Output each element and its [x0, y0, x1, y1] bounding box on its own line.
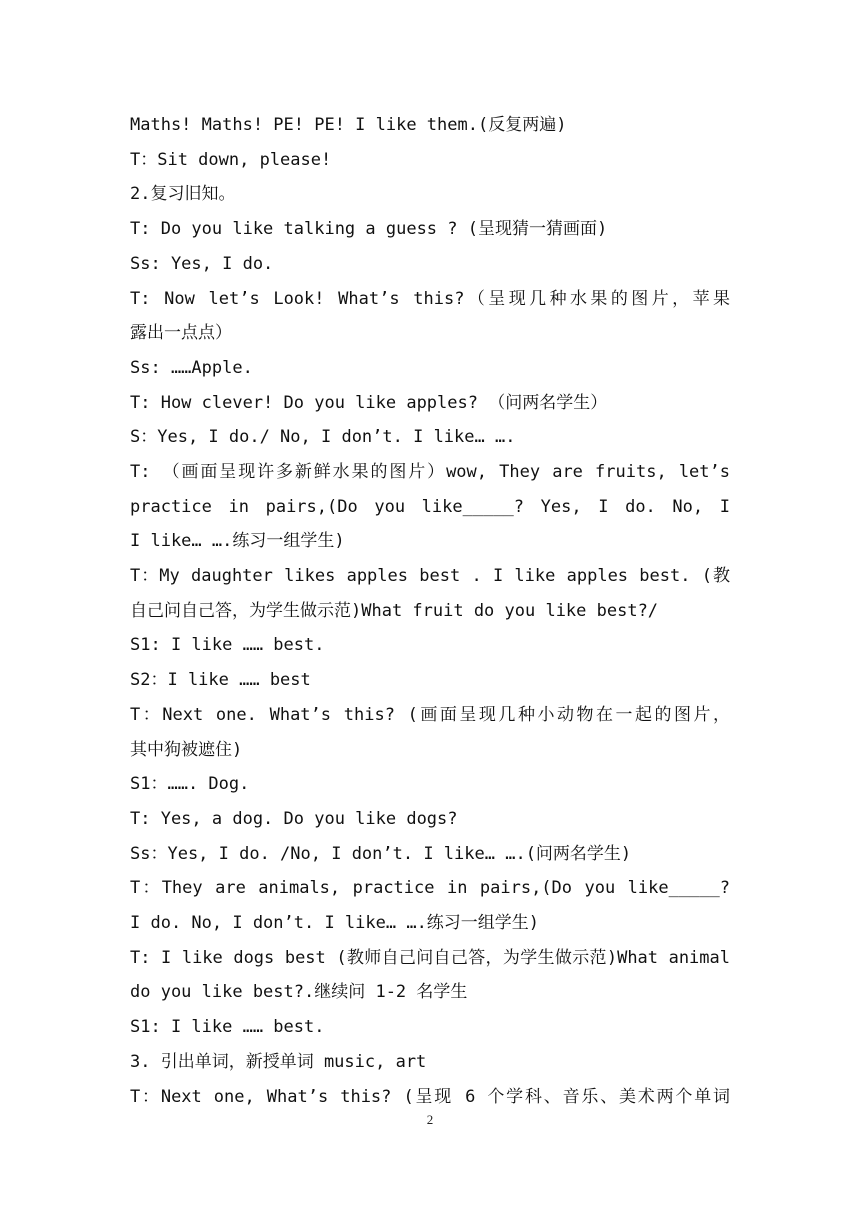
text-line: T：They are animals, practice in pairs,(Do you like_____? — [130, 878, 730, 899]
text-line: T: How clever! Do you like apples? （问两名学生） — [130, 392, 608, 413]
text-line: do you like best?.继续问 1-2 名学生 — [130, 982, 468, 1003]
text-line: 2.复习旧知。 — [130, 184, 236, 205]
text-line: 露出一点点） — [130, 323, 232, 344]
text-line: Ss: ……Apple. — [130, 357, 253, 378]
text-line: I do. No, I don’t. I like… ….练习一组学生) — [130, 913, 540, 934]
text-line: T: （画面呈现许多新鲜水果的图片）wow, They are fruits, let’s — [130, 462, 730, 483]
text-line: 3. 引出单词，新授单词 music, art — [130, 1051, 427, 1072]
page-number: 2 — [426, 1112, 434, 1127]
text-line: S1：……. Dog. — [130, 774, 250, 795]
text-line: S1: I like …… best. — [130, 635, 325, 656]
text-line: I like… ….练习一组学生) — [130, 531, 345, 552]
text-line: S1: I like …… best. — [130, 1017, 325, 1038]
text-line: T: I like dogs best (教师自己问自己答，为学生做示范)What animal — [130, 947, 730, 968]
text-line: S：Yes, I do./ No, I don’t. I like… …. — [130, 427, 516, 448]
text-line: S2：I like …… best — [130, 670, 311, 691]
text-line: T：My daughter likes apples best . I like apples best. (教 — [130, 566, 730, 587]
text-line: T: Now let’s Look! What’s this?（呈现几种水果的图片，苹果 — [130, 288, 730, 309]
text-line: practice in pairs,(Do you like_____? Yes, I do. No, I — [130, 496, 730, 517]
text-line: T：Sit down, please! — [130, 149, 332, 170]
text-line: Maths! Maths! PE! PE! I like them.(反复两遍) — [130, 115, 567, 135]
text-line: 其中狗被遮住) — [130, 739, 243, 760]
text-line: T：Next one. What’s this? (画面呈现几种小动物在一起的图片， — [130, 704, 730, 725]
text-line: Ss：Yes, I do. /No, I don’t. I like… ….(问两名学生) — [130, 843, 632, 864]
text-line: 自己问自己答，为学生做示范)What fruit do you like best?/ — [130, 600, 659, 621]
text-line: Ss: Yes, I do. — [130, 253, 274, 274]
document-body — [130, 108, 730, 1114]
text-line: T：Next one, What’s this? (呈现 6 个学科、音乐、美术两个单词 — [130, 1086, 730, 1107]
text-line: T: Yes, a dog. Do you like dogs? — [130, 808, 458, 829]
text-line: T: Do you like talking a guess ? (呈现猜一猜画面) — [130, 219, 608, 240]
